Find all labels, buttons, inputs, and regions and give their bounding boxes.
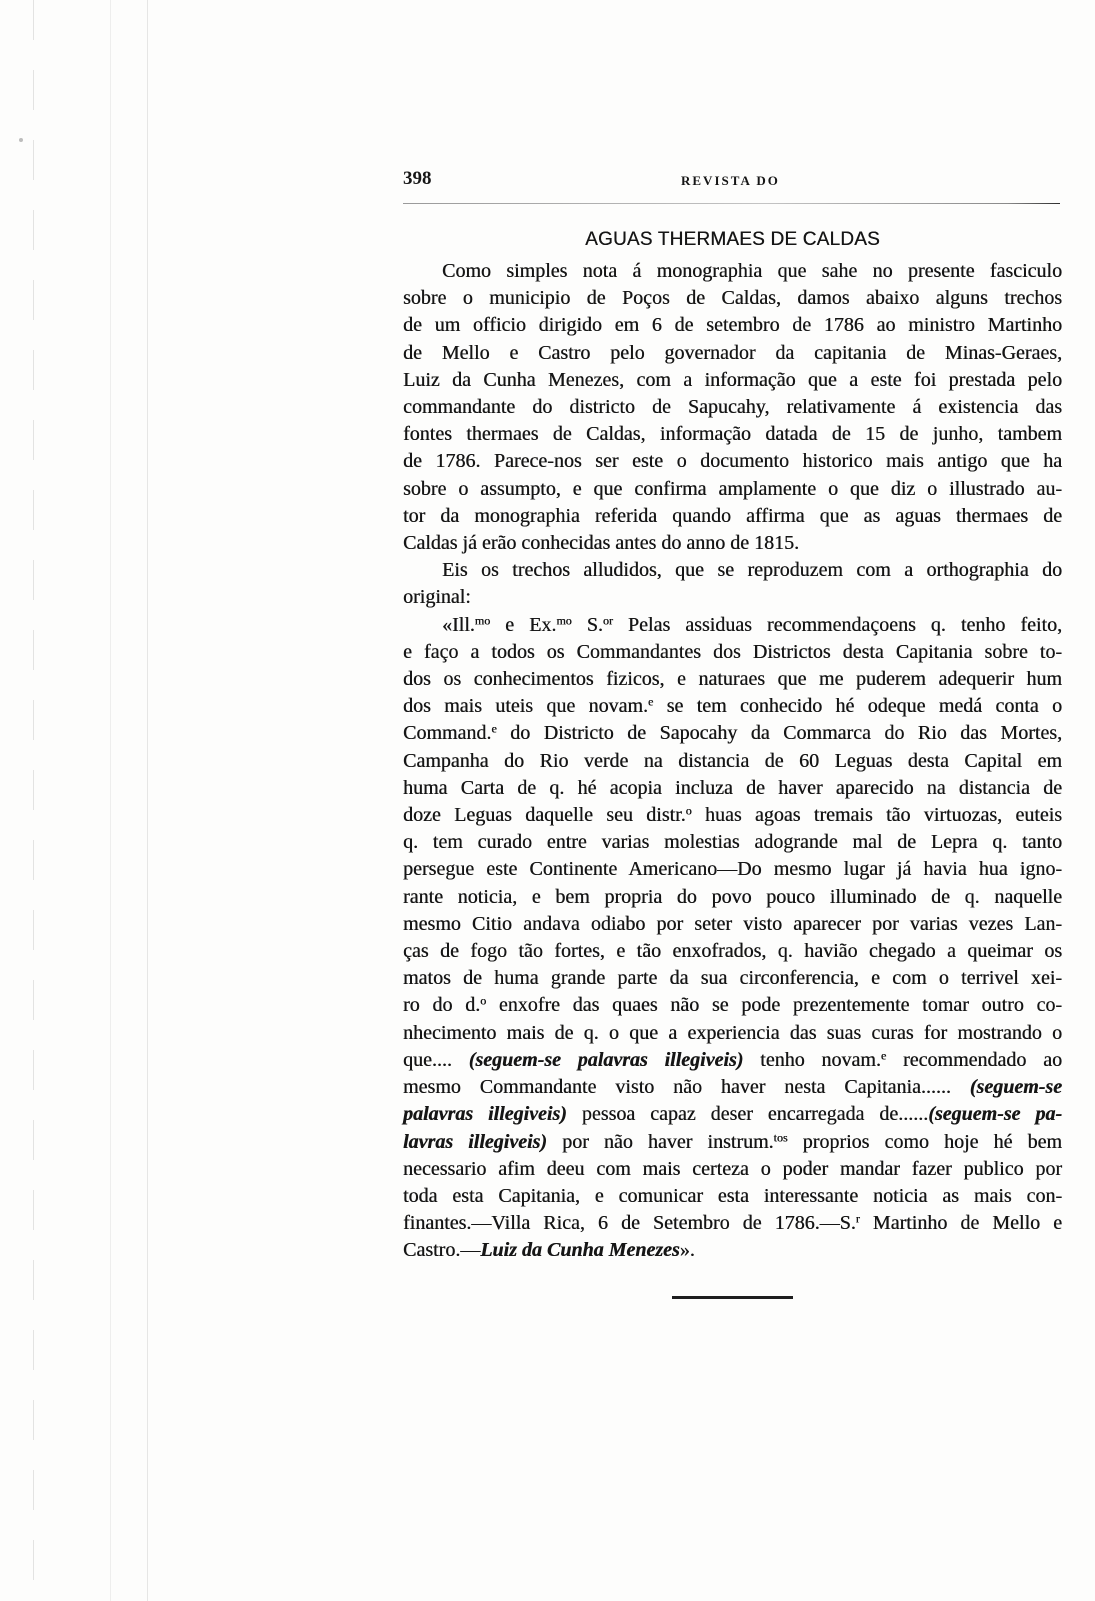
superscript: o (685, 803, 692, 818)
text-line: mesmo Citio andava odiabo por seter visto aparecer por varias vezes Lan- (403, 912, 1062, 935)
text-line: matos de huma grande parte da sua circonferencia, e com o terrivel xei- (403, 967, 1062, 990)
text-line: persegue este Continente Americano—Do mesmo lugar já havia hua igno- (403, 858, 1062, 881)
italic-phrase: Luiz da Cunha Menezes (480, 1239, 680, 1262)
text-line: dos os conhecimentos fizicos, e naturaes que me puderem adequerir hum (403, 668, 1062, 691)
superscript: tos (773, 1129, 788, 1144)
superscript: mo (556, 613, 572, 628)
superscript: o (480, 993, 487, 1008)
text-line: ças de fogo tão fortes, e tão enxofrados, q. havião chegado a queimar os (403, 940, 1062, 963)
text-line (403, 1210, 1062, 1237)
text-segment: por não haver instrum. (546, 1130, 774, 1153)
text-line: original: (403, 586, 471, 609)
paragraph (403, 557, 1062, 611)
text-line: de Mello e Castro pelo governador da capitania de Minas-Geraes, (403, 341, 1062, 364)
text-segment: «Ill. (442, 613, 475, 636)
text-segment: enxofre das quaes não se pode prezentemente tomar outro co- (486, 994, 1062, 1017)
superscript: or (602, 613, 613, 628)
text-line (403, 1237, 1062, 1264)
text-line: e faço a todos os Commandantes dos Districtos desta Capitania sobre to- (403, 640, 1062, 663)
italic-phrase: palavras illegiveis) (403, 1103, 567, 1126)
italic-phrase: lavras illegiveis) (403, 1130, 547, 1153)
text-line: Como simples nota á monographia que sahe no presente fasciculo (442, 260, 1062, 282)
text-line (403, 720, 1062, 747)
text-line: toda esta Capitania, e comunicar esta interessante noticia as mais con- (403, 1184, 1062, 1207)
text-segment: ro do d. (403, 994, 481, 1017)
text-line: huma Carta de q. hé acopia incluza de haver aparecido na distancia de (403, 776, 1062, 799)
superscript: r (855, 1211, 860, 1226)
text-line: fontes thermaes de Caldas, informação datada de 15 de junho, tambem (403, 423, 1062, 446)
text-line: Caldas já erão conhecidas antes do anno de 1815. (403, 532, 799, 555)
text-segment: tenho novam. (743, 1048, 881, 1071)
text-segment: proprios como hoje hé bem (787, 1130, 1062, 1153)
text-line: de um officio dirigido em 6 de setembro de 1786 ao ministro Martinho (403, 314, 1062, 337)
article-title: AGUAS THERMAES DE CALDAS (585, 229, 880, 250)
text-line (403, 1129, 1062, 1156)
text-segment: recommendado ao (886, 1048, 1062, 1071)
superscript: mo (474, 613, 491, 628)
paragraph (403, 612, 1062, 1265)
text-line (403, 1074, 1062, 1101)
text-line: sobre o municipio de Poços de Caldas, damos abaixo alguns trechos (403, 287, 1062, 310)
text-segment: Command. (403, 722, 492, 745)
text-line: de 1786. Parece-nos ser este o documento historico mais antigo que ha (403, 450, 1062, 473)
article-body (403, 258, 1062, 1265)
text-line: Campanha do Rio verde na distancia de 60 Leguas desta Capital em (403, 749, 1062, 772)
text-segment: Martinho de Mello e (859, 1212, 1062, 1235)
text-line: rante noticia, e bem propria do povo pouco illuminado de q. naquelle (403, 885, 1062, 908)
italic-phrase: (seguem-se (969, 1076, 1062, 1099)
text-line: q. tem curado entre varias molestias adogrande mal de Lepra q. tanto (403, 831, 1062, 854)
text-segment: que.... (403, 1048, 469, 1071)
scan-margin-line (33, 0, 34, 1601)
text-segment: dos mais uteis que novam. (403, 695, 648, 718)
text-segment: se tem conhecido hé odeque medá conta o (653, 695, 1062, 718)
text-line: tor da monographia referida quando affirma que as aguas thermaes de (403, 504, 1062, 527)
scan-speck (19, 138, 23, 142)
text-line (403, 802, 1062, 829)
text-segment: Pelas assiduas recommendaçoens q. tenho feito, (612, 613, 1063, 636)
text-segment: doze Leguas daquelle seu distr. (403, 804, 686, 827)
text-line: sobre o assumpto, e que confirma amplamente o que diz o illustrado au- (403, 477, 1062, 500)
text-line: nhecimento mais de q. o que a experiencia das suas curas for mostrando o (403, 1021, 1062, 1044)
scan-margin-line (110, 0, 111, 1601)
text-segment: do Districto de Sapocahy da Commarca do Rio das Mortes, (496, 722, 1062, 745)
text-segment: mesmo Commandante visto não haver nesta Capitania...... (403, 1076, 970, 1099)
text-line (403, 1101, 1062, 1128)
text-line (403, 693, 1062, 720)
text-line (403, 992, 1062, 1019)
text-line: Luiz da Cunha Menezes, com a informação que a este foi prestada pelo (403, 368, 1062, 391)
text-segment: e Ex. (490, 613, 557, 636)
text-segment: finantes.—Villa Rica, 6 de Setembro de 1786.—S. (403, 1212, 856, 1235)
superscript: e (880, 1048, 887, 1063)
text-segment: ». (679, 1239, 695, 1262)
text-segment: pessoa capaz deser encarregada de...... (566, 1103, 929, 1126)
text-line: Eis os trechos alludidos, que se reproduzem com a orthographia do (442, 559, 1062, 582)
scan-margin-line (147, 0, 148, 1601)
superscript: e (491, 721, 497, 736)
text-line (403, 612, 1062, 639)
text-line (403, 1047, 1062, 1074)
text-line: commandante do districto de Sapucahy, relativamente á existencia das (403, 396, 1062, 419)
end-rule (672, 1296, 793, 1299)
text-segment: Castro.— (403, 1239, 481, 1262)
paragraph (403, 258, 1062, 557)
running-title: REVISTA DO (681, 173, 780, 188)
text-segment: huas agoas tremais tão virtuozas, euteis (691, 804, 1062, 827)
text-segment: S. (571, 613, 603, 636)
italic-phrase: (seguem-se palavras illegiveis) (468, 1048, 744, 1071)
page-number: 398 (403, 168, 432, 189)
text-line: necessario afim deeu com mais certeza o poder mandar fazer publico por (403, 1157, 1062, 1180)
italic-phrase: (seguem-se pa- (928, 1103, 1063, 1126)
header-rule (403, 203, 1060, 204)
superscript: e (647, 694, 654, 709)
